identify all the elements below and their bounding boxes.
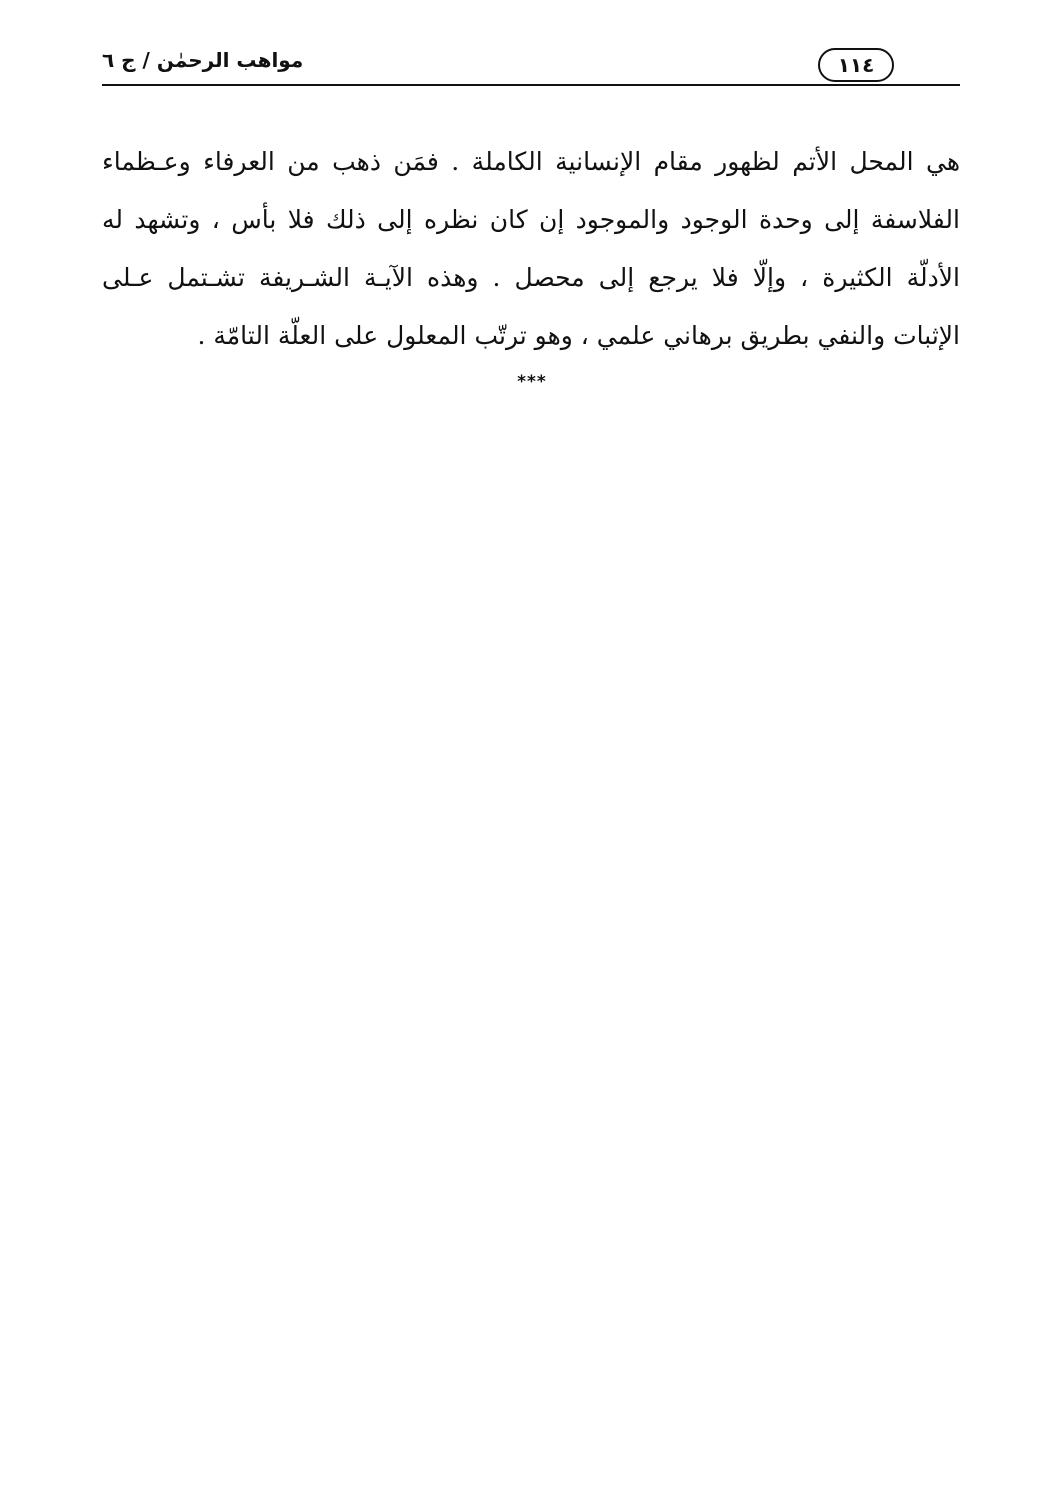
page-number-badge bbox=[818, 48, 894, 82]
section-separator: *** bbox=[517, 372, 547, 392]
text-line: هي المحل الأتم لظهور مقام الإنسانية الكاملة . فمَن ذهب من العرفاء وعـظماء bbox=[102, 147, 960, 176]
body-paragraph bbox=[102, 140, 960, 372]
text-line: الإثبات والنفي بطريق برهاني علمي ، وهو ترتّب المعلول على العلّة التامّة . bbox=[197, 321, 960, 350]
text-line: الفلاسفة إلى وحدة الوجود والموجود إن كان نظره إلى ذلك فلا بأس ، وتشهد له bbox=[102, 205, 960, 234]
page-number: ١١٤ bbox=[837, 53, 875, 77]
header-rule bbox=[102, 84, 960, 86]
text-line: الأدلّة الكثيرة ، وإلّا فلا يرجع إلى محصل . وهذه الآيـة الشـريفة تشـتمل عـلى bbox=[102, 263, 960, 292]
running-title: مواهب الرحمٰن / ج ٦ bbox=[102, 48, 304, 72]
page-header bbox=[102, 38, 960, 86]
